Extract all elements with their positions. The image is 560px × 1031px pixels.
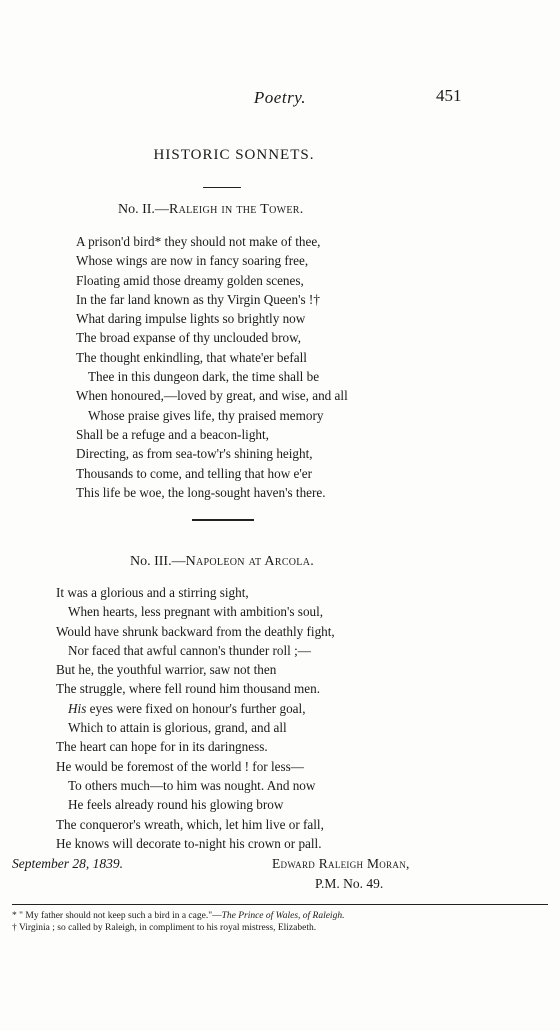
sonnet-2-line: What daring impulse lights so brightly now bbox=[76, 311, 306, 327]
sonnet-divider bbox=[192, 519, 254, 521]
sonnet-2-line: Directing, as from sea-tow'r's shining height, bbox=[76, 446, 313, 462]
footnote-1-source: The Prince of Wales, of Raleigh. bbox=[221, 911, 345, 921]
sonnet-2-line: Whose wings are now in fancy soaring free, bbox=[76, 253, 309, 269]
sonnet-2-line: Floating amid those dreamy golden scenes, bbox=[76, 272, 304, 288]
sonnet-3-line: Nor faced that awful cannon's thunder roll ;— bbox=[68, 642, 311, 658]
sonnet-2-title bbox=[118, 202, 304, 218]
signature-date: September 28, 1839. bbox=[12, 856, 123, 871]
sonnet-2-line: Thee in this dungeon dark, the time shall be bbox=[88, 369, 320, 385]
sonnet-2-subject: Raleigh in the Tower. bbox=[168, 202, 304, 217]
signature-post: P.M. No. 49. bbox=[315, 876, 384, 891]
sonnet-3-line: It was a glorious and a stirring sight, bbox=[56, 585, 249, 600]
sonnet-3-subject: Napoleon at Arcola. bbox=[185, 554, 315, 569]
sonnet-3-number: No. III.— bbox=[130, 554, 186, 569]
sonnet-3-line: He feels already round his glowing brow bbox=[68, 797, 284, 813]
sonnet-3-line: The heart can hope for in its daringness. bbox=[56, 739, 268, 755]
sonnet-3-line: The struggle, where fell round him thousand men. bbox=[56, 681, 321, 697]
sonnet-3-line: Would have shrunk backward from the deathly fight, bbox=[56, 623, 335, 639]
page-number: 451 bbox=[436, 86, 462, 105]
sonnet-3-text bbox=[56, 583, 335, 853]
sonnet-2-line: Thousands to come, and telling that how e'er bbox=[76, 465, 313, 481]
sonnet-2-line: The thought enkindling, that whate'er befall bbox=[76, 349, 307, 365]
sonnet-3-line: He knows will decorate to-night his crown or pall. bbox=[56, 835, 322, 851]
sonnet-2-number: No. II.— bbox=[118, 202, 169, 217]
running-head: Poetry. bbox=[253, 88, 307, 107]
footnote-rule bbox=[12, 904, 548, 905]
sonnet-3-line: But he, the youthful warrior, saw not then bbox=[56, 662, 277, 678]
sonnet-3-line: Which to attain is glorious, grand, and all bbox=[68, 720, 287, 736]
sonnet-3-line: His eyes were fixed on honour's further goal, bbox=[68, 700, 306, 716]
sonnet-2-line: In the far land known as thy Virgin Queen's !† bbox=[76, 291, 320, 307]
sonnet-3-line: He would be foremost of the world ! for less— bbox=[56, 758, 304, 774]
signature-author: Edward Raleigh Moran, bbox=[272, 856, 410, 871]
sonnet-2-line: Shall be a refuge and a beacon-light, bbox=[76, 426, 269, 442]
footnote-1 bbox=[12, 910, 552, 922]
sonnet-2-text bbox=[76, 232, 348, 502]
sonnet-3-line: To others much—to him was nought. And now bbox=[68, 777, 316, 793]
sonnet-2-line: This life be woe, the long-sought haven's there. bbox=[76, 484, 326, 500]
footnotes bbox=[12, 910, 552, 934]
sonnet-2-line: Whose praise gives life, thy praised memory bbox=[88, 407, 324, 423]
footnote-1-text: * " My father should not keep such a bird in a cage."— bbox=[12, 911, 222, 921]
sonnet-3-line: When hearts, less pregnant with ambition's soul, bbox=[68, 604, 324, 620]
section-title: HISTORIC SONNETS. bbox=[153, 147, 315, 163]
footnote-2: † Virginia ; so called by Raleigh, in compliment to his royal mistress, Elizabeth. bbox=[12, 923, 317, 933]
sonnet-2-line: When honoured,—loved by great, and wise, and all bbox=[76, 388, 348, 404]
section-rule bbox=[203, 187, 241, 188]
sonnet-2-line: The broad expanse of thy unclouded brow, bbox=[76, 330, 302, 346]
sonnet-3-title bbox=[130, 554, 314, 570]
sonnet-2-line: A prison'd bird* they should not make of thee, bbox=[76, 234, 321, 249]
sonnet-3-line: The conqueror's wreath, which, let him live or fall, bbox=[56, 816, 324, 832]
